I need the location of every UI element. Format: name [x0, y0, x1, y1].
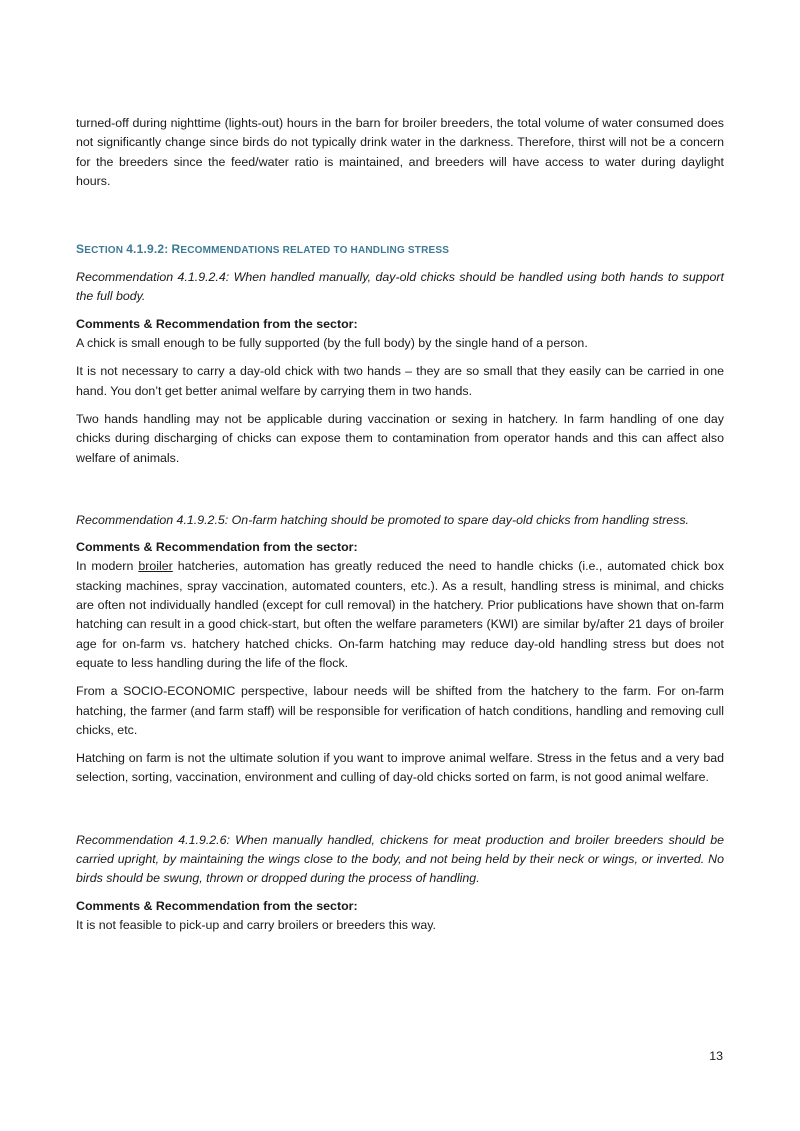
comment-paragraph: Two hands handling may not be applicable during vaccination or sexing in hatchery. In farm handling of one day chicks during discharging of chicks can expose them to contamination from operator hands and this can affect also welfare of animals. [76, 411, 724, 465]
section-heading-number: 4.1.9.2: [126, 242, 169, 257]
section-heading-title-initial: R [171, 242, 181, 257]
comment-paragraph: It is not necessary to carry a day-old chick with two hands – they are so small that they easily can be carried in one hand. You don’t get better animal welfare by carrying them in two hands. [76, 364, 724, 398]
recommendation-4-1-9-2-4: Recommendation 4.1.9.2.4: When handled manually, day-old chicks should be handled using both hands to support the full body. [76, 270, 724, 304]
comments-heading: Comments & Recommendation from the sector: [76, 316, 358, 331]
recommendation-block [76, 831, 724, 935]
intro-paragraph: turned-off during nighttime (lights-out) hours in the barn for broiler breeders, the total volume of water consumed does not significantly change since birds do not typically drink water in the darkness. Therefore, thirst will not be a concern for the breeders since the feed/water ratio is maintained, and breeders will have access to water during daylight hours. [76, 116, 724, 188]
comments-heading: Comments & Recommendation from the sector: [76, 540, 358, 555]
section-heading-prefix-rest: ECTION [84, 245, 124, 257]
comment-paragraph: From a SOCIO-ECONOMIC perspective, labour needs will be shifted from the hatchery to the farm. For on-farm hatching, the farmer (and farm staff) will be responsible for verification of hatch conditions, handling and removing cull chicks, etc. [76, 684, 724, 737]
document-page [76, 114, 724, 935]
recommendation-4-1-9-2-5: Recommendation 4.1.9.2.5: On-farm hatching should be promoted to spare day-old chicks from handling stress. [76, 512, 689, 527]
comment-paragraph [76, 557, 724, 673]
page-number: 13 [709, 1049, 723, 1063]
section-heading [76, 241, 724, 259]
comment-text: In modern [76, 559, 139, 574]
comment-paragraph: It is not feasible to pick-up and carry broilers or breeders this way. [76, 917, 436, 932]
recommendation-4-1-9-2-6: Recommendation 4.1.9.2.6: When manually handled, chickens for meat production and broiler breeders should be carried upright, by maintaining the wings close to the body, and not being held by their neck or wings, or inverted. No birds should be swung, thrown or dropped during the process of handling. [76, 832, 724, 886]
section-heading-prefix-initial: S [76, 242, 85, 257]
comment-text: hatcheries, automation has greatly reduced the need to handle chicks (i.e., automated chick box stacking machines, spray vaccination, automated counters, etc.). As a result, handling stress is minimal, and chicks are often not individually handled (except for cull removal) in the hatchery. Prior publications have shown that on-farm hatching can result in a good chick-start, but often the welfare parameters (KWI) are similar by/after 21 days of broiler age for on-farm vs. hatchery hatched chicks. On-farm hatching may reduce day-old handling stress but does not equate to less handling during the life of the flock. [76, 559, 725, 670]
section-heading-title-rest: ECOMMENDATIONS RELATED TO HANDLING STRESS [180, 245, 450, 257]
comment-paragraph: Hatching on farm is not the ultimate solution if you want to improve animal welfare. Stress in the fetus and a very bad selection, sorting, vaccination, environment and culling of day-old chicks sorted on farm, is not good animal welfare. [76, 751, 724, 785]
comments-heading: Comments & Recommendation from the sector: [76, 898, 358, 913]
underlined-word-broiler: broiler [138, 559, 173, 574]
comment-paragraph: A chick is small enough to be fully supported (by the full body) by the single hand of a person. [76, 336, 588, 351]
recommendation-block [76, 511, 724, 788]
